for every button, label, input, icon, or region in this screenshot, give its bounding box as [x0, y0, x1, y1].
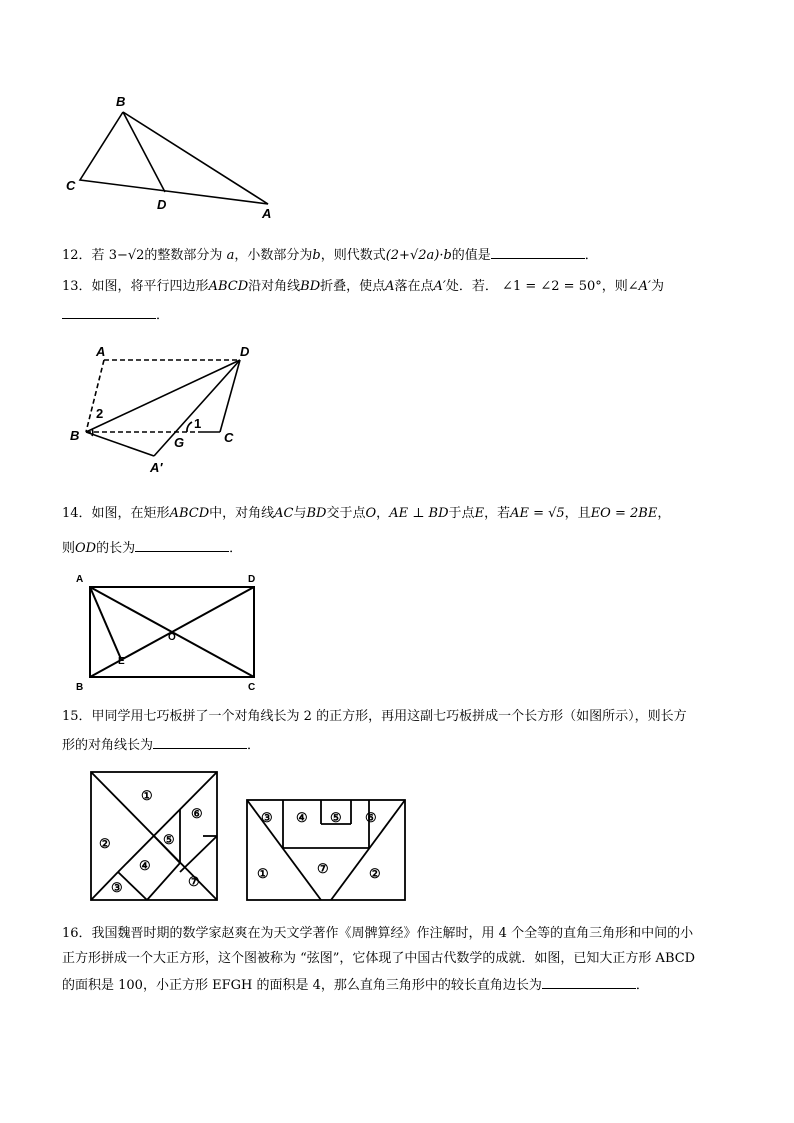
piece-label: ①	[141, 788, 153, 803]
label-A: A	[262, 206, 272, 221]
label-angle-1: 1	[194, 416, 202, 431]
piece-label: ③	[261, 810, 273, 825]
piece-label: ③	[111, 880, 123, 895]
label-B: B	[76, 682, 84, 693]
triangle-figure	[60, 92, 290, 222]
question-14-line2: 则OD的长为 ．	[62, 538, 242, 558]
expr-2-sqrt2a-b: (2+√2a)·b	[385, 248, 452, 263]
tangram-figure	[85, 768, 415, 904]
question-13: 13．如图，将平行四边形ABCD沿对角线BD折叠，使点A落在点A′处．若． ∠1 = ∠2 = 50°，则∠A′为	[62, 279, 664, 294]
question-16-line3: 的面积是 100，小正方形 EFGH 的面积是 4，那么直角三角形中的较长直角边长为 ．	[62, 975, 649, 995]
answer-blank-15[interactable]	[153, 735, 247, 749]
piece-label: ⑤	[163, 832, 175, 847]
piece-label: ④	[296, 810, 308, 825]
question-15: 15．甲同学用七巧板拼了一个对角线长为 2 的正方形，再用这副七巧板拼成一个长方形（如图所示），则长方	[62, 709, 687, 724]
label-C: C	[248, 682, 256, 693]
label-A-prime: A′	[150, 460, 163, 475]
question-14: 14．如图，在矩形ABCD中，对角线AC与BD交于点O，AE ⊥ BD于点E，若AE = √5，且EO = 2BE，	[62, 506, 671, 521]
answer-blank-12[interactable]	[491, 245, 585, 259]
label-G: G	[174, 435, 185, 450]
piece-label: ⑦	[317, 861, 329, 876]
piece-label: ⑥	[191, 806, 203, 821]
label-D: D	[248, 574, 256, 585]
label-B: B	[70, 428, 80, 443]
label-C: C	[224, 430, 234, 445]
piece-label: ②	[369, 866, 381, 881]
piece-label: ⑥	[365, 810, 377, 825]
label-D: D	[157, 197, 167, 212]
parallelogram-figure	[62, 338, 272, 478]
piece-label: ⑤	[330, 810, 342, 825]
label-A: A	[76, 574, 84, 585]
rectangle-figure	[72, 570, 272, 695]
piece-label: ⑦	[188, 874, 200, 889]
question-16-line2: 正方形拼成一个大正方形，这个图被称为 “弦图”，它体现了中国古代数学的成就．如图，已知大正方形 ABCD	[62, 951, 696, 966]
label-O: O	[168, 632, 176, 643]
expr-3-sqrt2: 3−√2	[108, 248, 145, 263]
answer-blank-13[interactable]	[62, 305, 156, 319]
piece-label: ①	[257, 866, 269, 881]
answer-blank-14[interactable]	[135, 538, 229, 552]
question-16: 16．我国魏晋时期的数学家赵爽在为天文学著作《周髀算经》作注解时，用 4 个全等的直角三角形和中间的小	[62, 926, 694, 941]
piece-label: ④	[139, 858, 151, 873]
label-D: D	[240, 344, 250, 359]
question-15-line2: 形的对角线长为 ．	[62, 735, 260, 755]
label-B: B	[116, 94, 126, 109]
label-E: E	[118, 656, 125, 667]
answer-blank-16[interactable]	[542, 975, 636, 989]
piece-label: ②	[99, 836, 111, 851]
question-13-line2: ．	[62, 305, 169, 325]
question-12: 12．若 3−√2的整数部分为 a，小数部分为b，则代数式(2+√2a)·b的值是 ．	[62, 245, 598, 265]
label-A: A	[96, 344, 106, 359]
label-angle-2: 2	[96, 406, 104, 421]
label-C: C	[66, 178, 76, 193]
